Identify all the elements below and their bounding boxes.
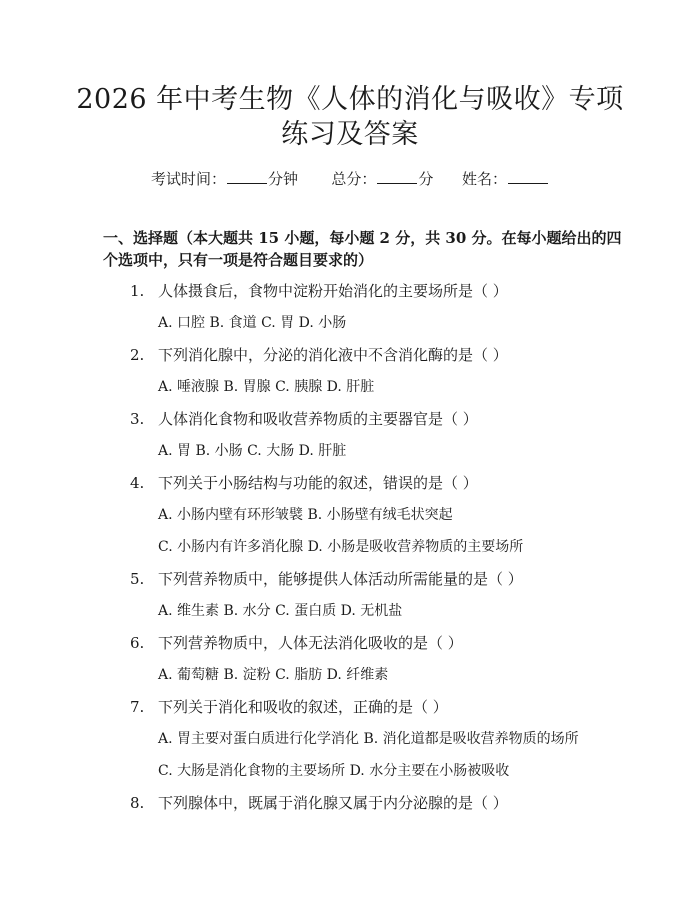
exam-title-line-1: 2026 年中考生物《人体的消化与吸收》专项 xyxy=(76,84,624,115)
question-text: 下列关于消化和吸收的叙述，正确的是（ ） xyxy=(158,698,448,716)
score-unit: 分 xyxy=(418,170,434,188)
time-blank xyxy=(227,169,267,184)
question-4 xyxy=(130,473,478,493)
score-blank xyxy=(377,169,417,184)
name-blank xyxy=(508,169,548,184)
question-2 xyxy=(130,345,508,365)
time-unit: 分钟 xyxy=(267,170,298,188)
question-number: 1. xyxy=(130,282,145,300)
question-6 xyxy=(130,633,463,653)
question-text: 人体摄食后，食物中淀粉开始消化的主要场所是（ ） xyxy=(158,282,508,300)
question-7-options-line-1: A. 胃主要对蛋白质进行化学消化 B. 消化道都是吸收营养物质的场所 xyxy=(158,731,579,747)
question-number: 2. xyxy=(130,346,145,364)
question-text: 下列腺体中，既属于消化腺又属于内分泌腺的是（ ） xyxy=(158,794,508,812)
exam-title-line-2: 练习及答案 xyxy=(281,119,419,150)
time-label: 考试时间： xyxy=(150,170,226,188)
question-number: 6. xyxy=(130,634,145,652)
question-5 xyxy=(130,569,523,589)
name-label: 姓名： xyxy=(462,170,508,188)
question-number: 7. xyxy=(130,698,145,716)
exam-info-line xyxy=(0,169,700,189)
question-7 xyxy=(130,697,448,717)
section-heading: 一、选择题（本大题共 15 小题，每小题 2 分，共 30 分。在每小题给出的四个选项中，只有一项是符合题目要求的） xyxy=(103,229,622,269)
question-text: 下列关于小肠结构与功能的叙述，错误的是（ ） xyxy=(158,474,478,492)
question-text: 下列营养物质中，能够提供人体活动所需能量的是（ ） xyxy=(158,570,523,588)
question-4-options-line-1: A. 小肠内壁有环形皱襞 B. 小肠壁有绒毛状突起 xyxy=(158,507,453,523)
question-5-options: A. 维生素 B. 水分 C. 蛋白质 D. 无机盐 xyxy=(158,603,403,619)
question-3 xyxy=(130,409,478,429)
question-number: 8. xyxy=(130,794,145,812)
question-number: 5. xyxy=(130,570,145,588)
question-3-options: A. 胃 B. 小肠 C. 大肠 D. 肝脏 xyxy=(158,443,347,459)
score-label: 总分： xyxy=(331,170,377,188)
question-1-options: A. 口腔 B. 食道 C. 胃 D. 小肠 xyxy=(158,315,347,331)
question-text: 下列消化腺中，分泌的消化液中不含消化酶的是（ ） xyxy=(158,346,508,364)
question-4-options-line-2: C. 小肠内有许多消化腺 D. 小肠是吸收营养物质的主要场所 xyxy=(158,539,524,555)
question-7-options-line-2: C. 大肠是消化食物的主要场所 D. 水分主要在小肠被吸收 xyxy=(158,763,510,779)
question-2-options: A. 唾液腺 B. 胃腺 C. 胰腺 D. 肝脏 xyxy=(158,379,375,395)
question-8 xyxy=(130,793,508,813)
question-1 xyxy=(130,281,508,301)
question-text: 人体消化食物和吸收营养物质的主要器官是（ ） xyxy=(158,410,478,428)
question-6-options: A. 葡萄糖 B. 淀粉 C. 脂肪 D. 纤维素 xyxy=(158,667,389,683)
question-number: 3. xyxy=(130,410,145,428)
question-text: 下列营养物质中，人体无法消化吸收的是（ ） xyxy=(158,634,463,652)
question-number: 4. xyxy=(130,474,145,492)
